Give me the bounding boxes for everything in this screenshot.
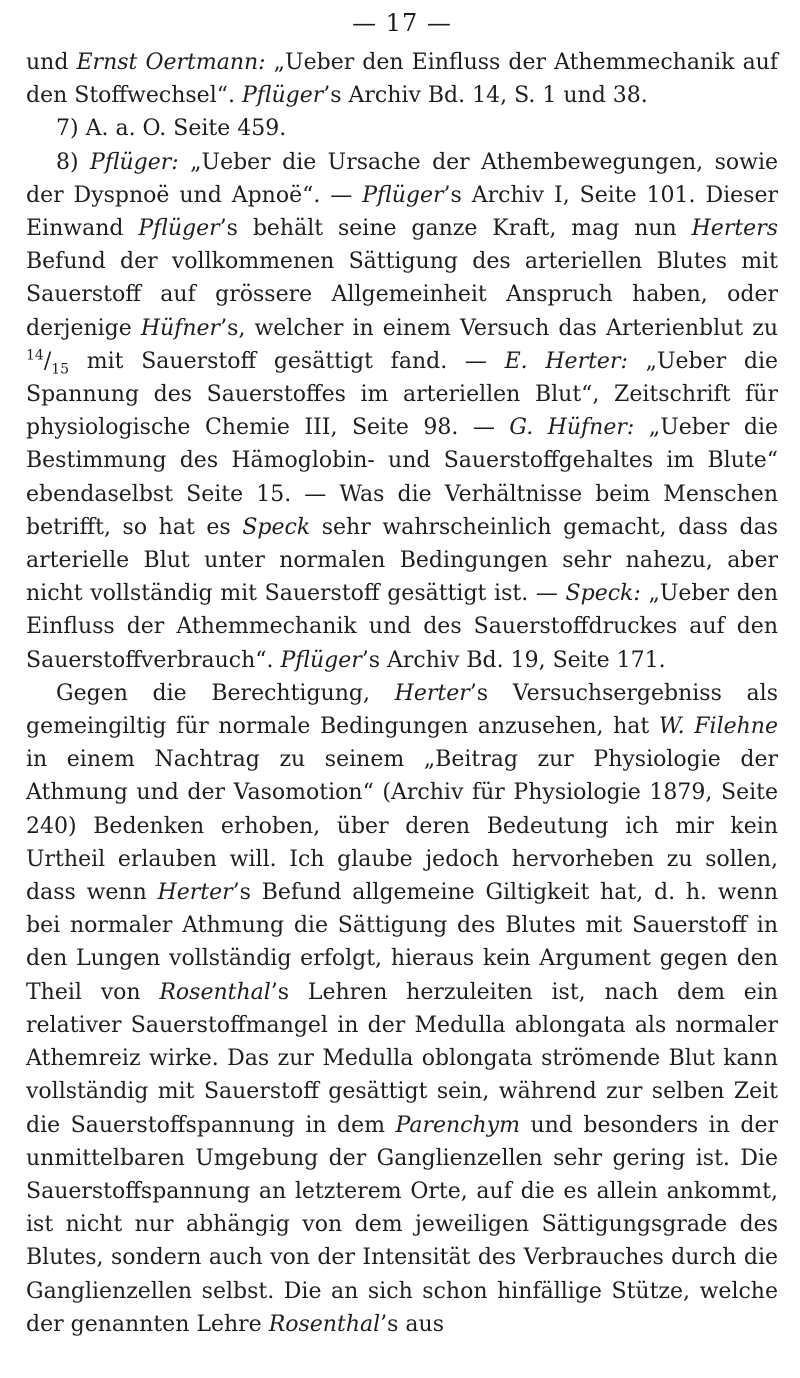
author-name: G. Hüfner: xyxy=(509,415,635,441)
page-number: — 17 — xyxy=(352,9,452,37)
author-name: Pflüger xyxy=(138,216,220,242)
fraction: $^{14}/_{15}$ xyxy=(26,347,70,378)
footnote-block xyxy=(26,46,778,1341)
footnote-8: 8) Pflüger: „Ueber die Ursache der Athembewegungen, sowie der Dyspnoë und Apnoë“. — Pflüger’s Archiv I, Seite 101. Dieser Einwand Pflüger’s behält seine ganze Kraft, mag nun Herters Befund der vollkommenen Sättigung des arteriellen Blutes mit Sauerstoff auf grössere Allgemeinheit Anspruch haben, oder derjenige Hüfner’s, welcher in einem Versuch das Arterienblut zu $^{14}/_{15}$ mit Sauerstoff gesättigt fand. — E. Herter: „Ueber die Spannung des Sauerstoffes im arteriellen Blut“, Zeitschrift für physiologische Chemie III, Seite 98. — G. Hüfner: „Ueber die Bestimmung des Hämoglobin- und Sauerstoffgehaltes im Blute“ ebendaselbst Seite 15. — Was die Verhältnisse beim Menschen betrifft, so hat es Speck sehr wahrscheinlich gemacht, dass das arterielle Blut unter normalen Bedingungen sehr nahezu, aber nicht vollständig mit Sauerstoff gesättigt ist. — Speck: „Ueber den Einfluss der Athemmechanik und des Sauerstoffdruckes auf den Sauerstoffverbrauch“. Pflüger’s Archiv Bd. 19, Seite 171. xyxy=(26,149,779,673)
author-name: Herter xyxy=(394,680,470,706)
footnote-6-continued: und Ernst Oertmann: „Ueber den Einfluss der Athemmechanik auf den Stoffwechsel“. Pflüger’s Archiv Bd. 14, S. 1 und 38. xyxy=(26,50,778,109)
author-name: Herter xyxy=(157,880,233,906)
body-paragraph: Gegen die Berechtigung, Herter’s Versuchsergebniss als gemeingiltig für normale Bedingungen anzusehen, hat W. Filehne in einem Nachtrag zu seinem „Beitrag zur Physiologie der Athmung und der Vasomotion“ (Archiv für Physiologie 1879, Seite 240) Bedenken erhoben, über deren Bedeutung ich mir kein Urtheil erlauben will. Ich glaube jedoch hervorheben zu sollen, dass wenn Herter’s Befund allgemeine Giltigkeit hat, d. h. wenn bei normaler Athmung die Sättigung des Blutes mit Sauerstoff in den Lungen vollständig erfolgt, hieraus kein Argument gegen den Theil von Rosenthal’s Lehren herzuleiten ist, nach dem ein relativer Sauerstoffmangel in der Medulla ablongata als normaler Athemreiz wirke. Das zur Medulla oblongata strömende Blut kann vollständig mit Sauerstoff gesättigt sein, während zur selben Zeit die Sauerstoffspannung in dem Parenchym und besonders in der unmittelbaren Umgebung der Ganglienzellen sehr gering ist. Die Sauerstoffspannung an letzterem Orte, auf die es allein ankommt, ist nicht nur abhängig von dem jeweiligen Sättigungsgrade des Blutes, sondern auch von der Intensität des Verbrauches durch die Ganglienzellen selbst. Die an sich schon hinfällige Stütze, welche der genannten Lehre Rosenthal’s aus xyxy=(26,680,778,1337)
author-name: Rosenthal xyxy=(159,979,271,1005)
term: Parenchym xyxy=(395,1112,520,1138)
author-name: Hüfner xyxy=(140,315,221,341)
author-name: Pflüger xyxy=(280,647,362,673)
author-name: Pflüger xyxy=(241,83,324,109)
author-name: Speck: xyxy=(565,581,641,607)
author-name: E. Herter: xyxy=(504,348,628,374)
author-name: Herters xyxy=(691,216,778,242)
author-name: Speck xyxy=(242,514,311,540)
footnote-7: 7) A. a. O. Seite 459. xyxy=(56,116,287,142)
author-name: W. Filehne xyxy=(658,714,778,740)
author-name: Ernst Oertmann: xyxy=(76,50,266,75)
author-name: Rosenthal xyxy=(268,1311,381,1337)
author-name: Pflüger xyxy=(362,182,444,208)
author-name: Pflüger: xyxy=(90,149,179,175)
